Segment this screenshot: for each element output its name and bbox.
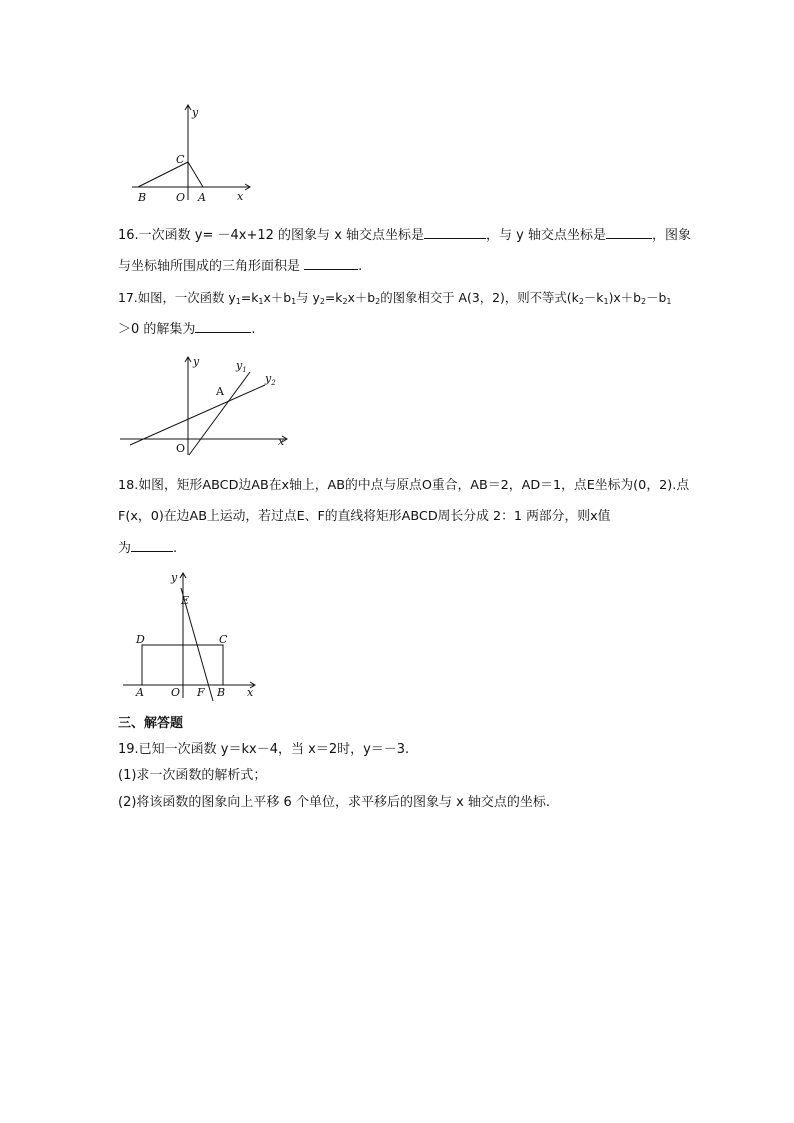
q17-t1: 17.如图，一次函数 y: [118, 290, 236, 305]
label-b: B: [217, 686, 226, 699]
q17-sub9: 2: [641, 297, 647, 306]
q17-blank-solution: [195, 319, 251, 333]
q18-blank-x: [131, 538, 173, 552]
q17-t7: 的图象相交于 A(3，2)，则不等式(k: [380, 290, 579, 305]
label-a: A: [216, 385, 224, 398]
label-y1: $y_1$: [236, 359, 247, 374]
line-y2: [130, 385, 265, 445]
q17-sub4: 2: [319, 297, 325, 306]
label-x: x: [247, 686, 254, 699]
label-f: F: [197, 686, 205, 699]
q16-text-e: .: [358, 259, 363, 274]
q18-line3: [118, 538, 177, 559]
label-o: O: [176, 191, 186, 204]
label-c: C: [219, 633, 228, 646]
q17-sub2: 1: [258, 297, 264, 306]
q17-t12: .: [251, 322, 256, 337]
q16-text-c: ，图象: [651, 228, 691, 243]
q17-sub5: 2: [342, 297, 348, 306]
q17-sub10: 1: [666, 297, 672, 306]
q16-blank-x-intercept: [424, 225, 486, 239]
q17-t9: )x＋b: [608, 290, 642, 305]
q17-line2: [118, 319, 256, 340]
figure-q16: [130, 100, 260, 210]
q17-sub8: 1: [603, 297, 609, 306]
q17-sub3: 1: [291, 297, 297, 306]
q19-line3: (2)将该函数的图象向上平移 6 个单位，求平移后的图象与 x 轴交点的坐标.: [118, 795, 551, 810]
figure-q17: [115, 352, 295, 457]
q17-t10: －b: [646, 290, 667, 305]
q16-text-d: 与坐标轴所围成的三角形面积是: [118, 259, 301, 274]
q16-text-b: ，与 y 轴交点坐标是: [486, 228, 606, 243]
q18-line2: F(x，0)在边AB上运动，若过点E、F的直线将矩形ABCD周长分成 2：1 两部分，则x值: [118, 509, 611, 524]
q17-sub7: 2: [578, 297, 584, 306]
q19-line2: (1)求一次函数的解析式；: [118, 768, 267, 783]
q18-t1: 为: [118, 541, 132, 556]
q17-line1: [118, 288, 671, 308]
q17-sub6: 2: [375, 297, 381, 306]
label-x: x: [237, 190, 244, 203]
q17-t3: x＋b: [263, 290, 292, 305]
label-y: y: [193, 355, 200, 368]
label-o: O: [171, 686, 181, 699]
q17-t4: 与 y: [296, 290, 320, 305]
q16-text-a: 16.一次函数 y= －4x+12 的图象与 x 轴交点坐标是: [118, 228, 425, 243]
figure-q18: [115, 568, 265, 706]
q16-blank-y-intercept: [606, 225, 652, 239]
q17-t2: =k: [240, 290, 259, 305]
label-a: A: [198, 191, 206, 204]
q17-sub1: 1: [235, 297, 241, 306]
q19-line1: 19.已知一次函数 y＝kx－4，当 x＝2时，y＝－3.: [118, 742, 410, 757]
label-e: E: [181, 594, 190, 607]
q18-t2: .: [173, 541, 178, 556]
q18-line1: 18.如图，矩形ABCD边AB在x轴上，AB的中点与原点O重合，AB＝2，AD＝1，点E坐标为(0，2).点: [118, 478, 690, 493]
q17-t8: －k: [583, 290, 604, 305]
q17-t5: =k: [324, 290, 343, 305]
q17-t11: ＞0 的解集为: [118, 322, 196, 337]
label-d: D: [136, 633, 145, 646]
q16-line2: [118, 256, 362, 277]
q17-t6: x＋b: [347, 290, 376, 305]
label-x: x: [278, 435, 285, 448]
label-y: y: [192, 106, 199, 119]
label-b: B: [138, 191, 147, 204]
label-y: y: [171, 571, 178, 584]
segment-ca: [188, 162, 203, 187]
label-y2: $y_2$: [265, 372, 276, 387]
label-o: O: [176, 442, 186, 455]
q16-blank-area: [304, 256, 358, 270]
q16-line1: [118, 225, 691, 246]
label-c: C: [176, 153, 185, 166]
label-a: A: [136, 686, 144, 699]
section-title: 三、解答题: [118, 716, 184, 731]
